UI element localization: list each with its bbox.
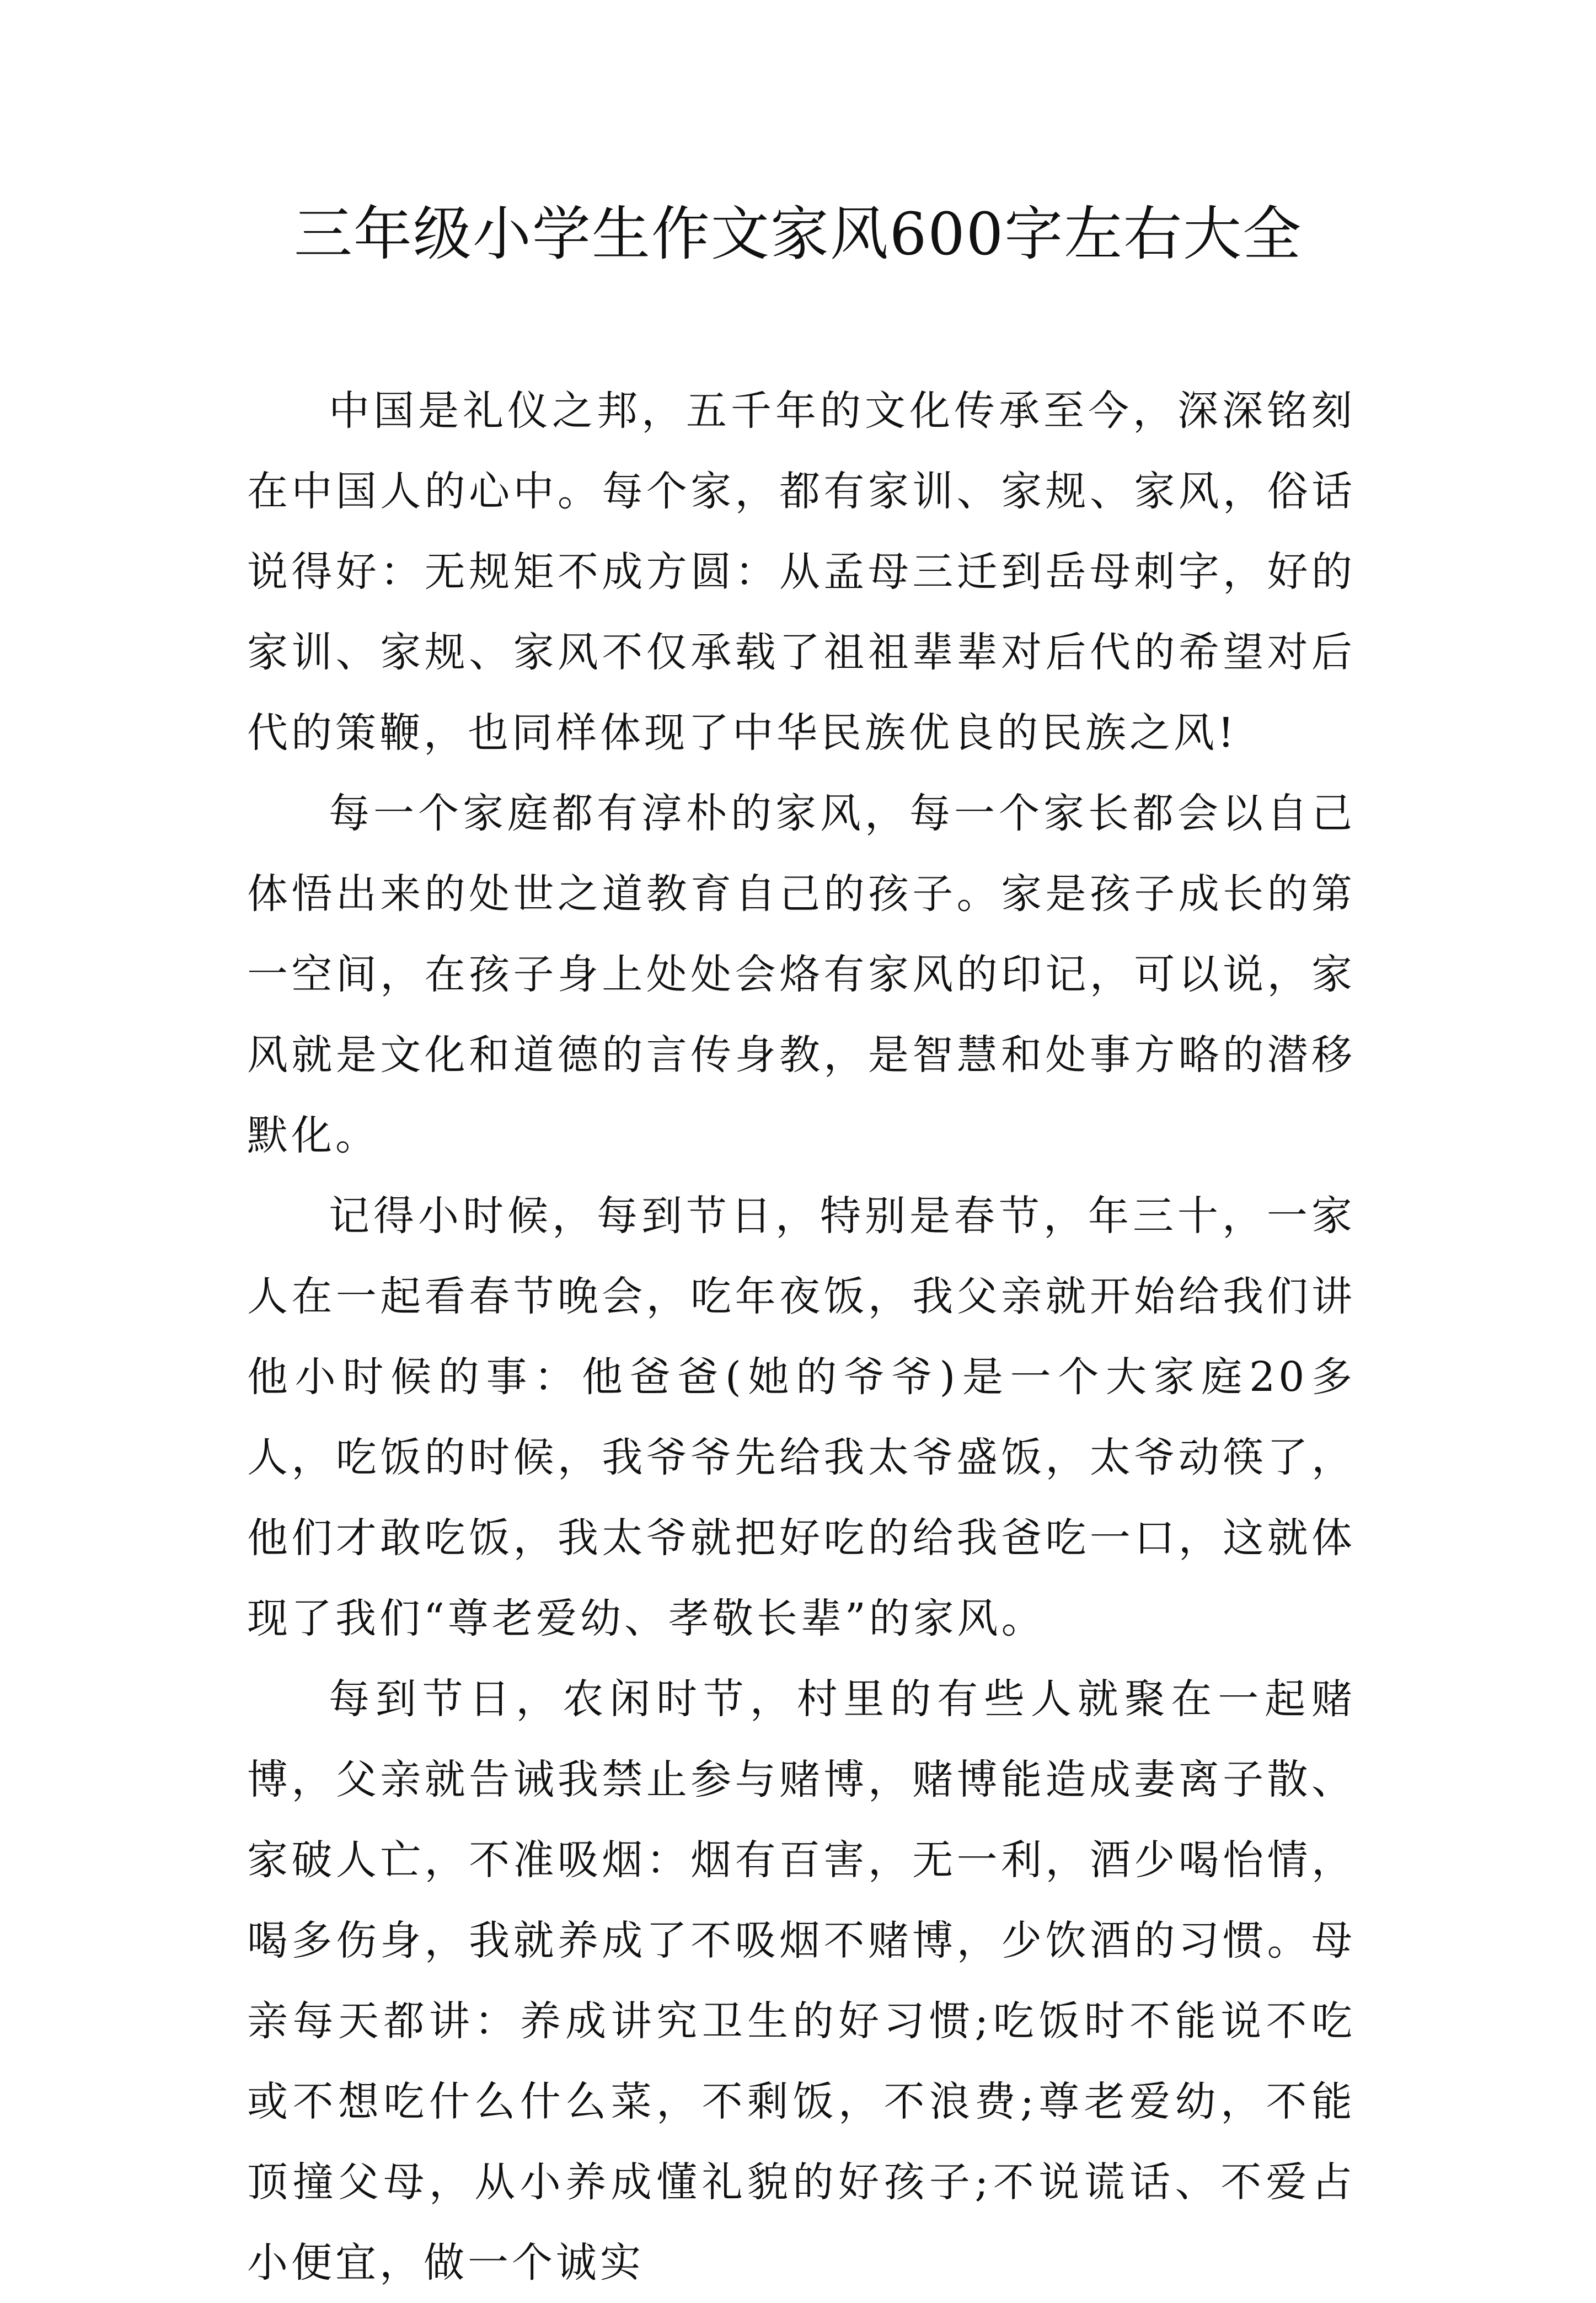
paragraph-2: 每一个家庭都有淳朴的家风，每一个家长都会以自己体悟出来的处世之道教育自己的孩子。家是孩子成长的第一空间，在孩子身上处处会烙有家风的印记，可以说，家风就是文化和道德的言传身教，是智慧和处事方略的潜移默化。 bbox=[247, 790, 1356, 1159]
paragraph-3: 记得小时候，每到节日，特别是春节，年三十，一家人在一起看春节晚会，吃年夜饭，我父亲就开始给我们讲他小时候的事：他爸爸(她的爷爷)是一个大家庭20多人，吃饭的时候，我爷爷先给我太爷盛饭，太爷动筷了，他们才敢吃饭，我太爷就把好吃的给我爸吃一口，这就体现了我们“尊老爱幼、孝敬长辈”的家风。 bbox=[247, 1192, 1356, 1642]
paragraph-1: 中国是礼仪之邦，五千年的文化传承至今，深深铭刻在中国人的心中。每个家，都有家训、家规、家风，俗话说得好：无规矩不成方圆：从孟母三迁到岳母刺字，好的家训、家规、家风不仅承载了祖祖辈辈对后代的希望对后代的策鞭，也同样体现了中华民族优良的民族之风! bbox=[247, 387, 1356, 757]
paragraph-4: 每到节日，农闲时节，村里的有些人就聚在一起赌博，父亲就告诫我禁止参与赌博，赌博能造成妻离子散、家破人亡，不准吸烟：烟有百害，无一利，酒少喝怡情，喝多伤身，我就养成了不吸烟不赌博，少饮酒的习惯。母亲每天都讲：养成讲究卫生的好习惯;吃饭时不能说不吃或不想吃什么什么菜，不剩饭，不浪费;尊老爱幼，不能顶撞父母，从小养成懂礼貌的好孩子;不说谎话、不爱占小便宜，做一个诚实 bbox=[247, 1675, 1356, 2286]
document-body bbox=[247, 371, 1356, 2303]
document-title: 三年级小学生作文家风600字左右大全 bbox=[293, 200, 1303, 268]
